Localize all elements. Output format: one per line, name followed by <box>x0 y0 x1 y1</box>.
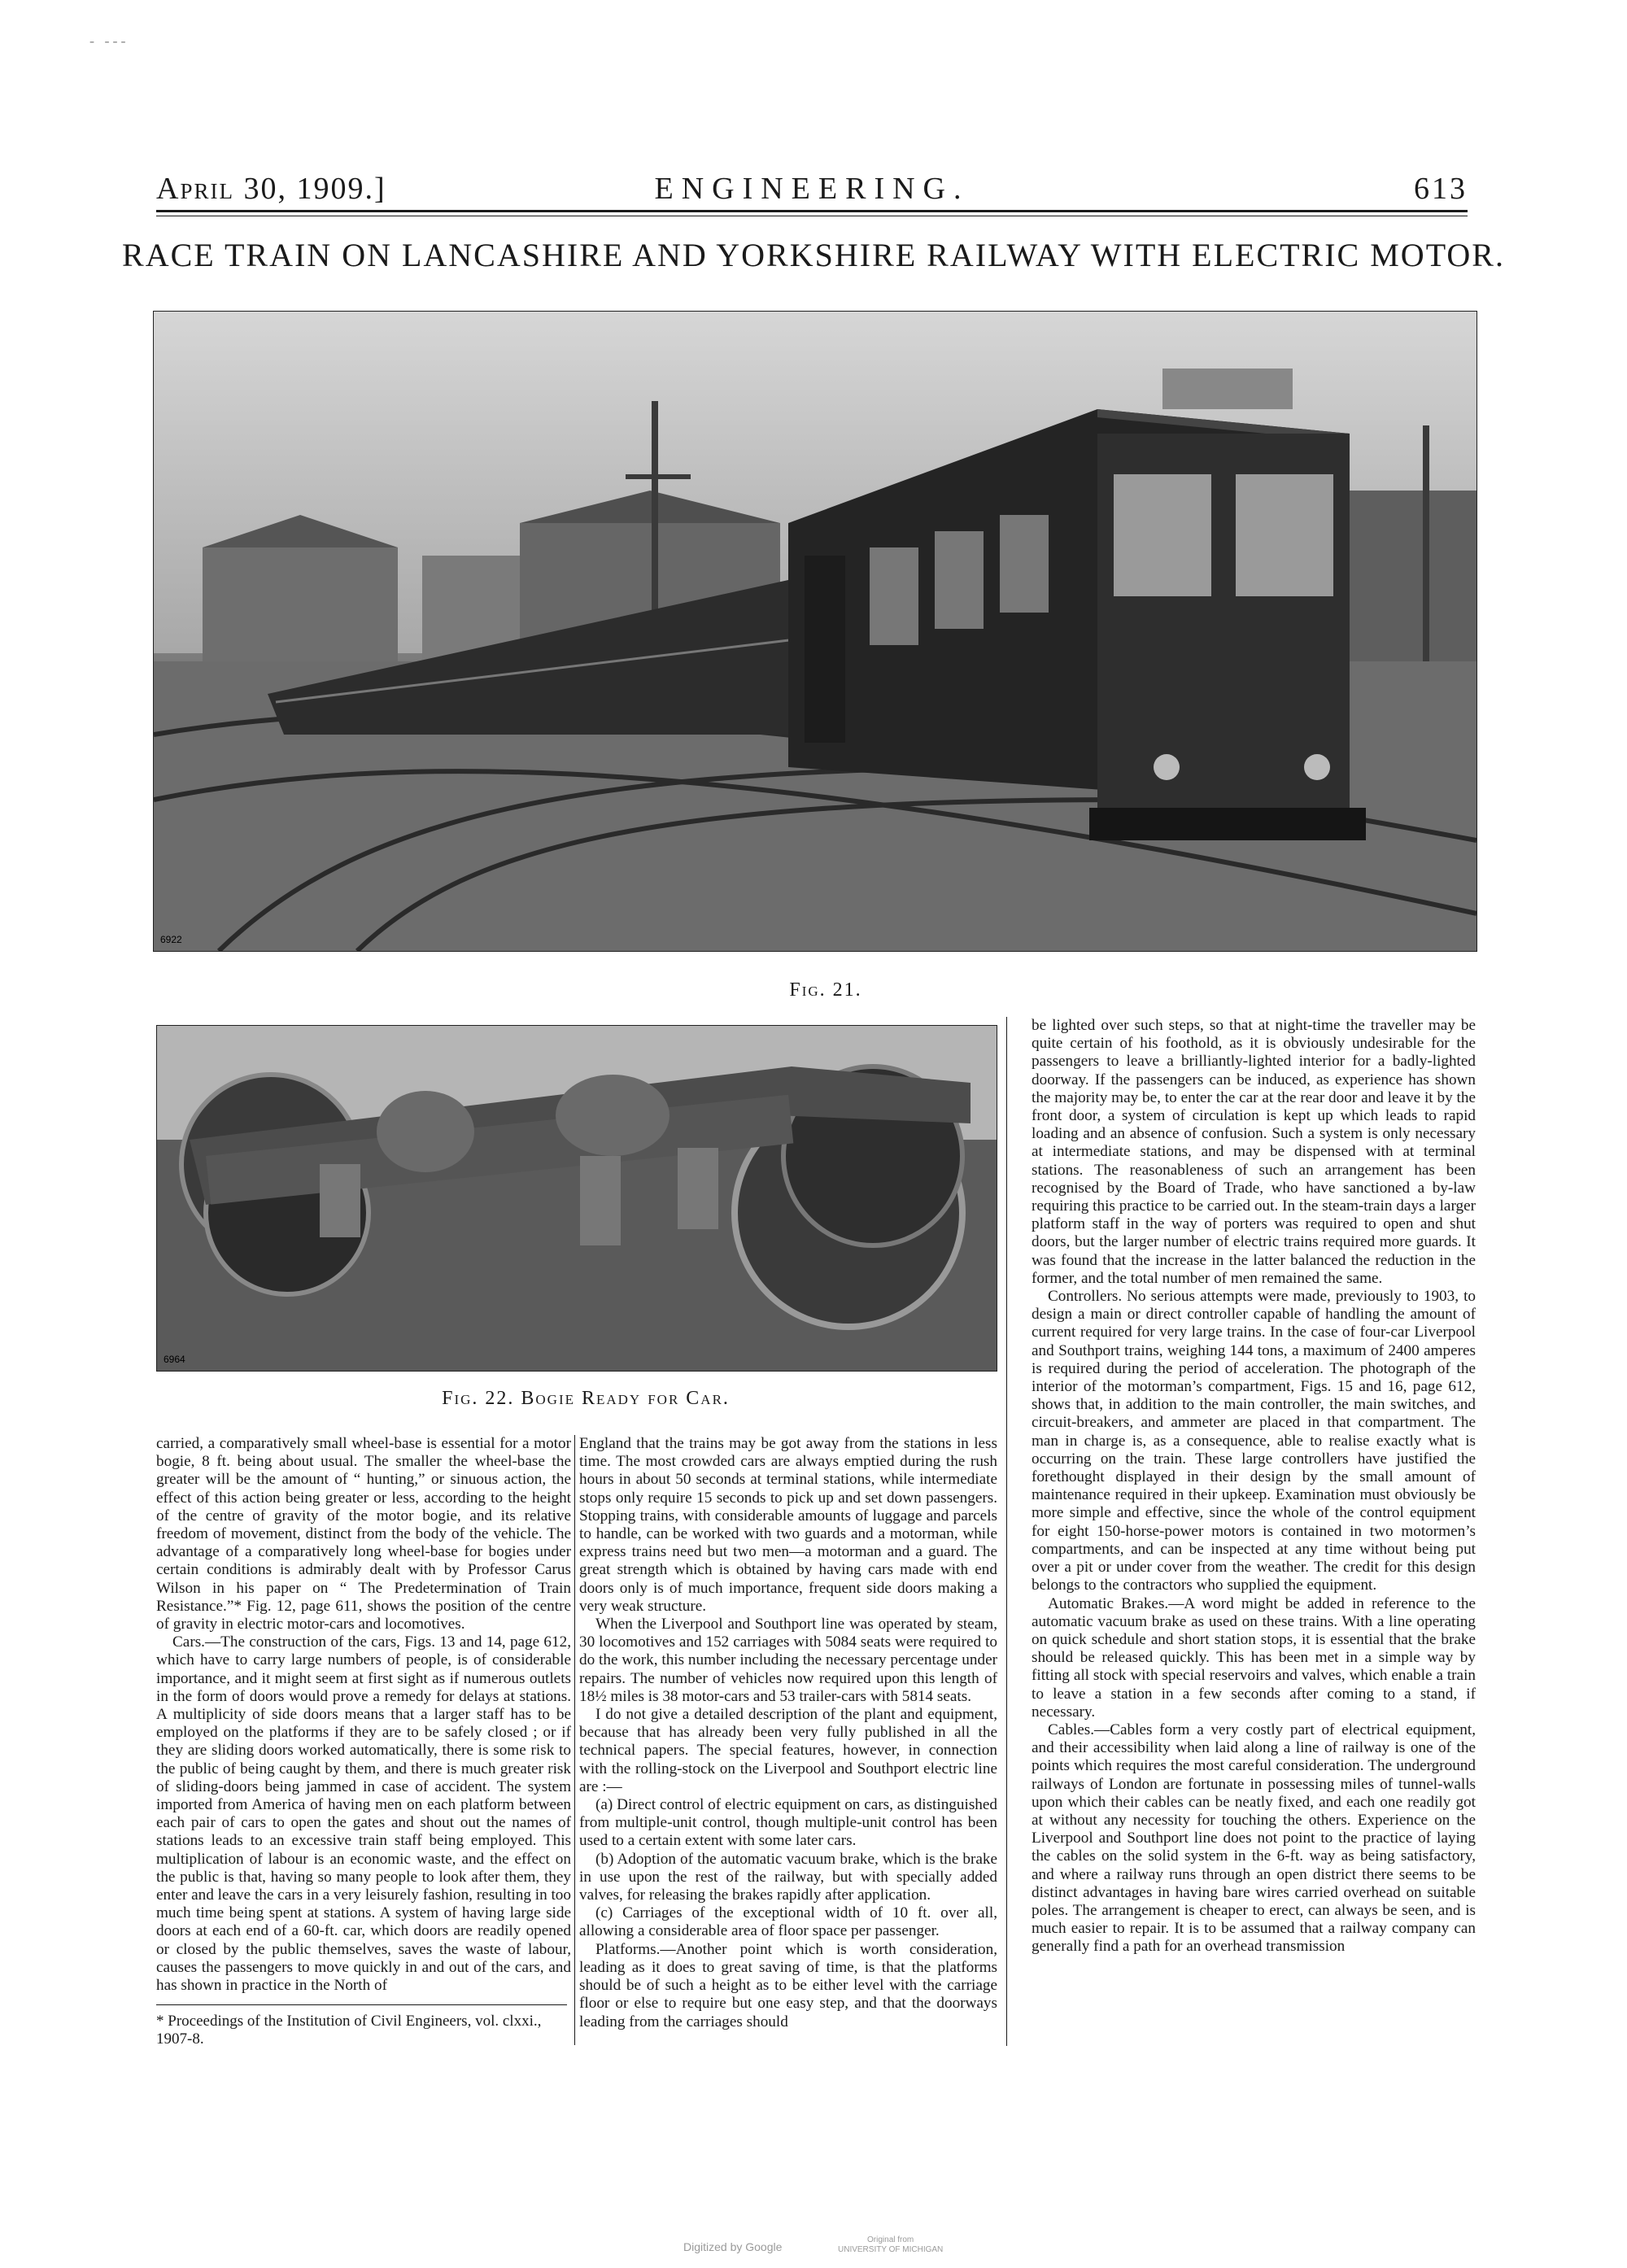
col2-paragraph: I do not give a detailed description of the plant and equipment, because that has already been very fully published in all the technical papers. The special features, however, in connection with the rolling-stock on the Liverpool and Southport electric line are :— <box>579 1706 997 1795</box>
col2-paragraph: Platforms.—Another point which is worth consideration, leading as it does to great saving of time, is that the platforms should be of such a height as to be either level with the carriage floor or else to require but one easy step, and that the doorways leading from the carriages should <box>579 1940 997 2030</box>
col3-paragraph: be lighted over such steps, so that at night-time the traveller may be quite certain of his foothold, as it is obviously undesirable for the passengers to leave a brilliantly-lighted interior for a badly-lighted doorway. If the passengers can be induced, as experience has shown the majority may be, to enter the car at the rear door and leave it by the front door, a system of circulation is kept up which leads to rapid loading and an absence of confusion. Such a system is only necessary at intermediate stations, and may be dispensed with at terminal stations. The reasonableness of such an arrangement has been recognised by the Board of Trade, who have sanctioned a by-law requiring this practice to be carried out. In the steam-train days a larger platform staff in the way of porters was required to open and shut doors, but the larger number of electric trains required more guards. It was found that the increase in the latter balanced the reduction in the former, and the total number of men remained the same. <box>1032 1017 1476 1287</box>
original-institution-label: UNIVERSITY OF MICHIGAN <box>838 2245 944 2254</box>
footnote: * Proceedings of the Institution of Civil Engineers, vol. clxxi., 1907-8. <box>156 2013 542 2048</box>
col2-paragraph: (a) Direct control of electric equipment on cars, as distinguished from multiple-unit control, though multiple-unit control has been used to a certain extent with some later cars. <box>579 1796 997 1850</box>
fig22-caption: Fig. 22. Bogie Ready for Car. <box>442 1388 730 1409</box>
col1-paragraph: carried, a comparatively small wheel-base is essential for a motor bogie, 8 ft. being about usual. The smaller the wheel-base the greater will be the amount of “ hunting,” or sinuous action, the effect of this action being greater or less, according to the height of the centre of gravity of the motor bogie, and its relative freedom of movement, distinct from the body of the vehicle. The advantage of a comparatively long wheel-base for bogies under certain conditions is admirably dealt with by Professor Carus Wilson in his paper on “ The Predetermination of Train Resistance.”* Fig. 12, page 611, shows the position of the centre of gravity in electric motor-cars and locomotives. <box>156 1435 571 1633</box>
bogie-illustration <box>157 1026 997 1371</box>
column-rule <box>1006 1017 1007 2046</box>
col3-paragraph: Controllers. No serious attempts were made, previously to 1903, to design a main or direct controller capable of handling the amount of current required for very large trains. In the case of four-car Liverpool and Southport trains, weighing 144 tons, a maximum of 2400 amperes is required during the period of acceleration. The photograph of the interior of the motorman’s compartment, Figs. 15 and 16, page 612, shows that, in addition to the main controller, the main switches, and circuit-breakers, and ammeter are placed in that compartment. The man in charge is, as a consequence, able to realise exactly what is occurring on the train. These large controllers have justified the forethought displayed in their design by the small amount of maintenance required in their upkeep. Examination must obviously be more simple and effective, since the whole of the control equipment for eight 150-horse-power motors is contained in two motormen’s compartments, and can be inspected at any time without being put over a pit or under cover from the weather. The credit for this design belongs to the contractors who supplied the equipment. <box>1032 1288 1476 1594</box>
column-rule <box>574 1435 575 2045</box>
journal-name: ENGINEERING. <box>654 172 970 206</box>
issue-date: April 30, 1909.] <box>156 172 386 206</box>
col1-paragraph: Cars.—The construction of the cars, Figs. 13 and 14, page 612, which have to carry large numbers of people, is of considerable importance, and it might seem at first sight as if numerous outlets in the form of doors would prove a remedy for delays at stations. A multiplicity of side doors means that a larger staff has to be employed on the platforms if they are to be safely closed ; or if they are sliding doors worked automatically, there is some risk to the public of being caught by them, and there is much greater risk of sliding-doors being jammed in case of accident. The system imported from America of having men on each platform between each pair of cars to open the gates and shout out the names of stations leads to an excessive train staff being employed. This multiplication of labour is an economic waste, and the effect on the public is that, having so many people to look after them, they enter and leave the cars in a very leisurely fashion, resulting in too much time being spent at stations. A system of having large side doors at each end of a 60-ft. car, which doors are readily opened or closed by the public themselves, saves the waste of labour, causes the passengers to move quickly in and out of the cars, and has shown in practice in the North of <box>156 1633 571 1995</box>
bogie-photograph <box>156 1025 997 1372</box>
original-source-credit <box>838 2235 943 2255</box>
fig22-plate-mark: 6964 <box>164 1354 185 1365</box>
column-1 <box>156 1435 571 1995</box>
train-illustration <box>154 312 1477 951</box>
header-rule <box>156 210 1468 216</box>
column-2 <box>579 1435 997 2031</box>
col2-paragraph: (b) Adoption of the automatic vacuum brake, which is the brake in use upon the rest of the railway, but with specially added valves, for releasing the brakes rapidly after application. <box>579 1850 997 1904</box>
footnote-rule <box>156 2004 567 2005</box>
fig21-plate-mark: 6922 <box>160 934 182 945</box>
original-from-label: Original from <box>867 2235 914 2244</box>
margin-mark: - --- <box>89 33 129 49</box>
fig21-caption: Fig. 21. <box>789 979 862 1001</box>
train-photograph <box>153 311 1477 952</box>
col3-paragraph: Automatic Brakes.—A word might be added in reference to the automatic vacuum brake as used on these trains. With a line operating on quick schedule and short station stops, it is essential that the brake should be released quickly. This has been met in a simple way by fitting all stock with special reservoirs and valves, which enable a train to leave a station in a few seconds after coming to a stand, if necessary. <box>1032 1594 1476 1721</box>
col3-paragraph: Cables.—Cables form a very costly part of electrical equipment, and their accessibility when laid along a line of railway is one of the points which requires the most careful consideration. The underground railways of London are fortunate in possessing miles of tunnel-walls upon which their cables can be neatly fixed, and each one readily got at without any necessity for touching the others. Experience on the Liverpool and Southport line does not point to the practice of laying the cables on the solid system in the 6-ft. way as being satisfactory, and where a railway runs through an open district there seems to be distinct advantages in having bare wires carried overhead on suitable poles. The arrangement is cheaper to erect, can always be seen, and is much easier to repair. It is to be assumed that a railway company can generally find a path for an overhead transmission <box>1032 1721 1476 1956</box>
col2-paragraph: When the Liverpool and Southport line was operated by steam, 30 locomotives and 152 carriages with 5084 seats were required to do the work, this number including the necessary percentage under repairs. The number of vehicles now required upon this length of 18½ miles is 38 motor-cars and 53 trailer-cars with 5814 seats. <box>579 1616 997 1705</box>
col2-paragraph: (c) Carriages of the exceptional width of 10 ft. over all, allowing a considerable area of floor space per passenger. <box>579 1904 997 1940</box>
page-number: 613 <box>1414 172 1468 206</box>
digitized-credit: Digitized by Google <box>683 2240 783 2253</box>
column-3 <box>1032 1017 1476 1956</box>
running-head <box>156 171 1468 208</box>
col2-paragraph: England that the trains may be got away from the stations in less time. The most crowded cars are always emptied during the rush hours in about 50 seconds at terminal stations, while intermediate stops only require 15 seconds to pick up and set down passengers. Stopping trains, with considerable amounts of luggage and parcels to handle, can be worked with two guards and a motorman, while express trains need but two men—a motorman and a guard. The great strength which is obtained by having cars made with end doors only is of much importance, frequent side doors making a very weak structure. <box>579 1435 997 1615</box>
article-title: RACE TRAIN ON LANCASHIRE AND YORKSHIRE RAILWAY WITH ELECTRIC MOTOR. <box>122 237 1505 273</box>
